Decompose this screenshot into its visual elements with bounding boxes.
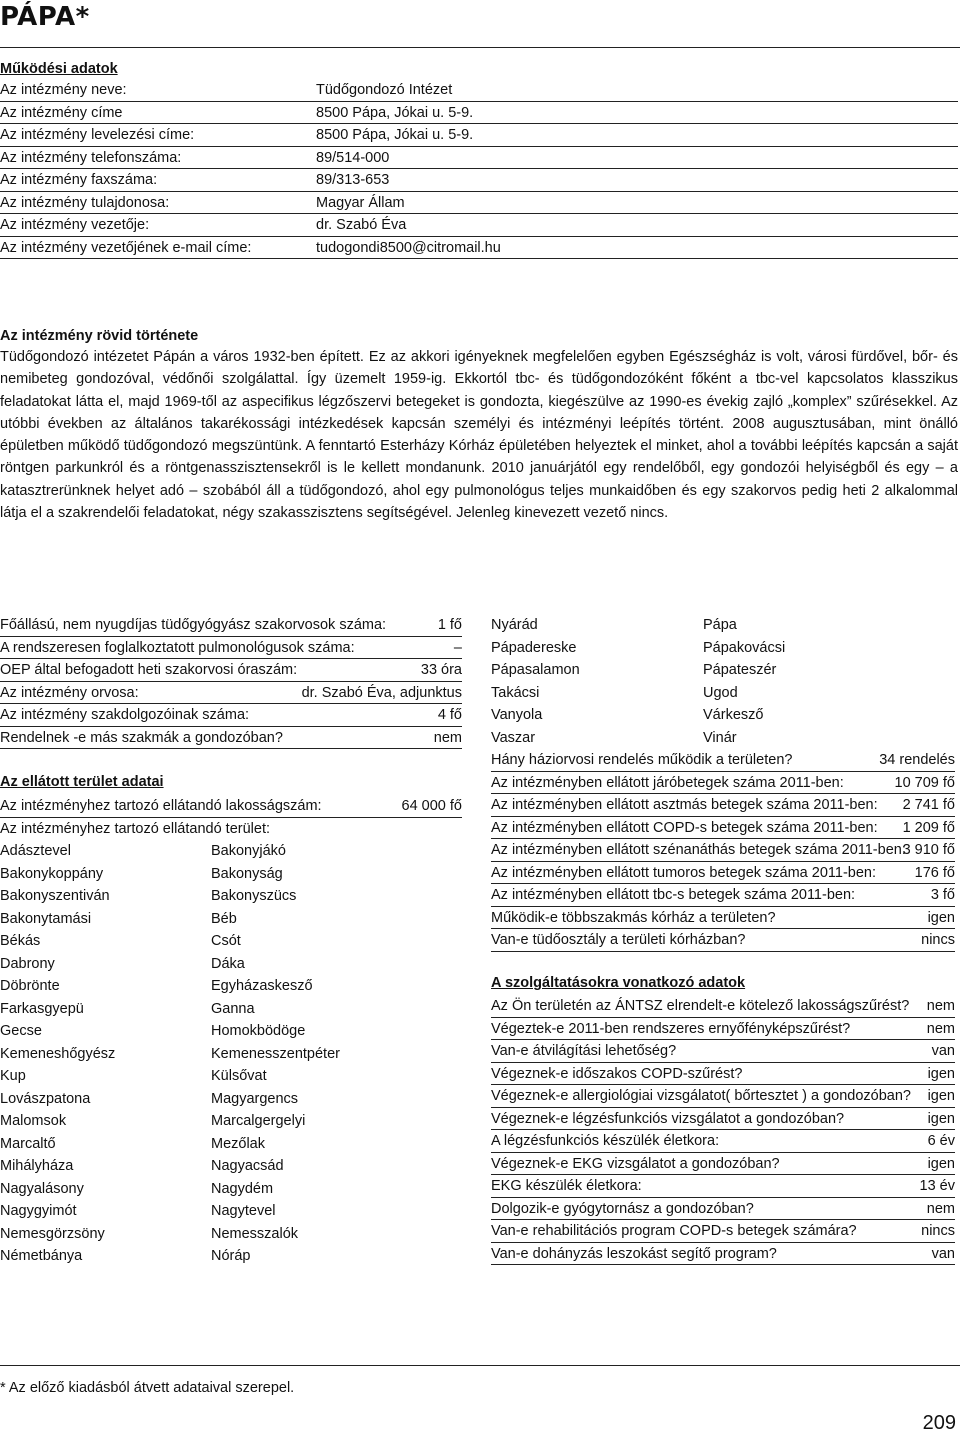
stat-label: Az intézményben ellátott COPD-s betegek száma 2011-ben: (491, 819, 878, 836)
staff-value: – (453, 639, 462, 656)
service-row (491, 1063, 955, 1086)
settlement-name: Nóráp (211, 1248, 251, 1264)
footnote: * Az előző kiadásból átvett adataival szerepel. (0, 1380, 295, 1396)
settlement-name: Nemesgörzsöny (0, 1225, 105, 1242)
staff-row (0, 614, 462, 637)
settlement-name: Pápateszér (703, 662, 777, 678)
service-label: Végeznek-e EKG vizsgálatot a gondozóban? (491, 1155, 780, 1172)
settlement-name: Bakonyság (211, 865, 283, 882)
info-label: Az intézmény telefonszáma: (0, 149, 182, 166)
page-title: PÁPA* (0, 2, 90, 32)
info-row (0, 192, 958, 215)
history-title: Az intézmény rövid története (0, 328, 199, 344)
info-value: Magyar Állam (316, 194, 405, 211)
area-title: Az ellátott terület adatai (0, 774, 164, 790)
settlement-name: Farkasgyepü (0, 1000, 84, 1017)
staff-row (0, 682, 462, 705)
settlement-name: Lovászpatona (0, 1090, 91, 1107)
info-value: 8500 Pápa, Jókai u. 5-9. (316, 127, 474, 143)
info-row (0, 102, 958, 125)
stat-value: nincs (921, 932, 955, 948)
staff-value: dr. Szabó Éva, adjunktus (301, 684, 462, 701)
info-row (0, 147, 958, 170)
service-label: Van-e átvilágítási lehetőség? (491, 1043, 677, 1059)
staff-label: Az intézmény orvosa: (0, 684, 139, 701)
info-label: Az intézmény vezetőjének e-mail címe: (0, 239, 252, 256)
operational-title: Működési adatok (0, 61, 118, 77)
settlement-name: Pápa (703, 617, 737, 633)
staff-label: Az intézmény szakdolgozóinak száma: (0, 707, 250, 723)
settlement-name: Adásztevel (0, 843, 71, 859)
service-value: van (931, 1043, 955, 1059)
service-value: igen (927, 1155, 955, 1172)
service-label: Az Ön területén az ÁNTSZ elrendelt-e kötelező lakosságszűrést? (491, 998, 910, 1014)
settlement-name: Malomsok (0, 1113, 67, 1129)
service-value: 6 év (927, 1133, 955, 1149)
stat-label: Az intézményben ellátott tumoros betegek száma 2011-ben: (491, 864, 877, 881)
settlement-name: Magyargencs (211, 1090, 299, 1107)
info-row (0, 124, 958, 147)
service-row (491, 995, 955, 1018)
settlement-name: Bakonyszücs (211, 888, 297, 904)
settlement-name: Vanyola (491, 707, 543, 723)
service-label: Van-e rehabilitációs program COPD-s betegek számára? (491, 1223, 857, 1239)
stat-label: Az intézményben ellátott járóbetegek száma 2011-ben: (491, 774, 844, 791)
settlement-name: Pápakovácsi (703, 639, 786, 656)
service-value: nem (926, 1020, 955, 1037)
info-value: 89/313-653 (316, 172, 390, 188)
info-label: Az intézmény levelezési címe: (0, 127, 195, 143)
settlement-name: Nagyalásony (0, 1180, 84, 1197)
staff-value: nem (433, 729, 462, 746)
info-label: Az intézmény neve: (0, 82, 127, 98)
population-value: 64 000 fő (401, 798, 462, 814)
stat-value: 34 rendelés (879, 752, 955, 768)
history-text: Tüdőgondozó intézetet Pápán a város 1932-ben épített. Ez az akkori igényeknek megfelelően egyben Egészségház is volt, városi fürdővel, bőr- és nemibeteg gondozóval, védőnői szolgálattal. Így üzemelt 1959-ig. Ekkortól tbc- és tüdőgondozóként főként a tbc-vel kapcsolatos klasszikus feladatokat látta el, majd 1969-től az aspecifikus légzőszervi betegeket is gondozta, kiegészülve az 1990-es évekig zajló „komplex” szűrésekkel. Az utóbbi években az általános takarékossági intézkedések kapcsán személyi és intézményi leépítés történt. 2008 augusztusában, mint önálló épületben működő tüdőgondozó megszüntünk. A fenntartó Esterházy Kórház épületében helyeztek el minket, ahol a további leépítés kapcsán a saját röntgen parkunkról és a röntgenasszisztensekről is le kellett mondanunk. 2010 januárjától egy rendelőből, egy gondozói helyiségből és egy – a katasztrerünknek helyet adó – szobából áll a tüdőgondozó, ahol egy pulmonológus teljes munkaidőben és egy szakorvos pedig heti 2 alkalommal látja el a szakrendelői feladatokat, négy szakasszisztens segítségével. Jelenleg kinevezett vezető nincs. (0, 349, 958, 522)
service-value: nem (926, 998, 955, 1014)
service-label: Végeznek-e légzésfunkciós vizsgálatot a gondozóban? (491, 1110, 845, 1127)
stat-row (491, 772, 955, 795)
settlement-name: Kemenesszentpéter (211, 1045, 340, 1062)
info-label: Az intézmény tulajdonosa: (0, 194, 170, 211)
info-value: 8500 Pápa, Jókai u. 5-9. (316, 104, 474, 121)
service-value: igen (927, 1065, 955, 1082)
settlement-name: Mihályháza (0, 1158, 74, 1174)
settlement-name: Egyházaskesző (211, 978, 313, 994)
stat-label: Az intézményben ellátott tbc-s betegek száma 2011-ben: (491, 887, 856, 903)
stat-row (491, 862, 955, 885)
services-title: A szolgáltatásokra vonatkozó adatok (491, 975, 746, 991)
settlement-name: Dabrony (0, 955, 55, 972)
staff-row (0, 659, 462, 682)
service-value: igen (927, 1110, 955, 1127)
settlement-name: Külsővat (211, 1068, 267, 1084)
info-row (0, 79, 958, 102)
settlement-name: Béb (211, 910, 237, 927)
service-value: 13 év (919, 1178, 955, 1194)
settlement-name: Döbrönte (0, 978, 60, 994)
staff-value: 4 fő (437, 707, 462, 723)
footer-rule (0, 1365, 960, 1366)
settlement-name: Bakonyszentiván (0, 888, 110, 904)
stat-row (491, 929, 955, 952)
service-label: Végeznek-e allergiológiai vizsgálatot( bőrtesztet ) a gondozóban? (491, 1088, 911, 1104)
info-value: tudogondi8500@citromail.hu (316, 239, 501, 256)
settlement-name: Nagydém (211, 1180, 274, 1197)
info-row (0, 214, 958, 237)
settlement-name: Homokbödöge (211, 1023, 306, 1039)
info-row (0, 237, 958, 260)
service-label: Végeznek-e időszakos COPD-szűrést? (491, 1065, 743, 1082)
settlement-name: Nagytevel (211, 1203, 276, 1219)
stat-value: 3 fő (930, 887, 955, 903)
settlement-name: Kup (0, 1068, 26, 1084)
settlement-name: Marcalgergelyi (211, 1113, 306, 1129)
staff-value: 33 óra (420, 662, 462, 678)
service-label: Dolgozik-e gyógytornász a gondozóban? (491, 1200, 754, 1217)
info-value: 89/514-000 (316, 149, 390, 166)
stat-value: 3 910 fő (902, 842, 955, 858)
stat-value: 2 741 fő (902, 797, 955, 813)
settlement-name: Bakonyjákó (211, 843, 286, 859)
staff-value: 1 fő (437, 617, 462, 633)
settlement-name: Bakonykoppány (0, 865, 104, 882)
stat-row (491, 817, 955, 840)
stat-label: Hány háziorvosi rendelés működik a területen? (491, 752, 793, 768)
settlement-name: Kemeneshőgyész (0, 1045, 116, 1062)
stat-row (491, 907, 955, 930)
settlement-name: Várkesző (703, 707, 764, 723)
service-row (491, 1130, 955, 1153)
stat-label: Az intézményben ellátott szénanáthás betegek száma 2011-ben: (491, 842, 906, 858)
settlement-name: Pápadereske (491, 639, 577, 656)
settlement-name: Dáka (211, 955, 245, 972)
staff-row (0, 727, 462, 750)
stat-value: 10 709 fő (894, 774, 955, 791)
service-label: A légzésfunkciós készülék életkora: (491, 1133, 720, 1149)
settlement-name: Nyárád (491, 617, 538, 633)
staff-label: Főállású, nem nyugdíjas tüdőgyógyász szakorvosok száma: (0, 617, 387, 633)
info-value: dr. Szabó Éva (316, 217, 407, 233)
service-row (491, 1040, 955, 1063)
service-value: van (931, 1245, 955, 1262)
service-label: Van-e dohányzás leszokást segítő program? (491, 1245, 777, 1262)
service-row (491, 1108, 955, 1131)
staff-row (0, 704, 462, 727)
population-row (0, 795, 462, 818)
staff-label: A rendszeresen foglalkoztatott pulmonológusok száma: (0, 639, 355, 656)
service-row (491, 1243, 955, 1266)
settlement-name: Nemesszalók (211, 1225, 299, 1242)
population-label: Az intézményhez tartozó ellátandó lakosságszám: (0, 798, 322, 814)
settlement-name: Nagyacsád (211, 1158, 284, 1174)
service-row (491, 1018, 955, 1041)
service-label: Végeztek-e 2011-ben rendszeres ernyőfényképszűrést? (491, 1020, 851, 1037)
stat-label: Működik-e többszakmás kórház a területen? (491, 909, 776, 926)
service-row (491, 1198, 955, 1221)
stat-label: Az intézményben ellátott asztmás betegek száma 2011-ben: (491, 797, 878, 813)
stat-row (491, 794, 955, 817)
staff-label: Rendelnek -e más szakmák a gondozóban? (0, 729, 283, 746)
stat-value: 176 fő (914, 864, 955, 881)
service-row (491, 1085, 955, 1108)
stat-row (491, 884, 955, 907)
settlement-name: Takácsi (491, 684, 540, 701)
settlement-name: Csót (211, 933, 241, 949)
settlement-name: Vaszar (491, 729, 536, 746)
info-label: Az intézmény címe (0, 104, 123, 121)
settlement-name: Bakonytamási (0, 910, 92, 927)
info-row (0, 169, 958, 192)
service-value: igen (927, 1088, 955, 1104)
settlement-name: Marcaltő (0, 1135, 56, 1152)
settlement-name: Békás (0, 933, 41, 949)
settlement-name: Nagygyimót (0, 1203, 77, 1219)
info-label: Az intézmény faxszáma: (0, 172, 158, 188)
page-number: 209 (922, 1412, 956, 1434)
service-value: nincs (921, 1223, 955, 1239)
territory-label: Az intézményhez tartozó ellátandó terület: (0, 821, 271, 837)
settlement-name: Gecse (0, 1023, 42, 1039)
settlement-name: Németbánya (0, 1248, 83, 1264)
settlement-name: Vinár (703, 729, 737, 746)
info-label: Az intézmény vezetője: (0, 217, 150, 233)
service-label: EKG készülék életkora: (491, 1178, 642, 1194)
staff-row (0, 637, 462, 660)
settlement-name: Pápasalamon (491, 662, 580, 678)
header-rule (0, 47, 960, 48)
stat-label: Van-e tüdőosztály a területi kórházban? (491, 932, 746, 948)
info-value: Tüdőgondozó Intézet (316, 82, 453, 98)
stat-value: igen (927, 909, 955, 926)
settlement-name: Ganna (211, 1000, 255, 1017)
stat-row (491, 749, 955, 772)
stat-value: 1 209 fő (902, 819, 955, 836)
stat-row (491, 839, 955, 862)
settlement-name: Mezőlak (211, 1135, 265, 1152)
service-row (491, 1175, 955, 1198)
staff-label: OEP által befogadott heti szakorvosi óraszám: (0, 662, 298, 678)
service-row (491, 1220, 955, 1243)
service-row (491, 1153, 955, 1176)
service-value: nem (926, 1200, 955, 1217)
settlement-name: Ugod (703, 684, 738, 701)
